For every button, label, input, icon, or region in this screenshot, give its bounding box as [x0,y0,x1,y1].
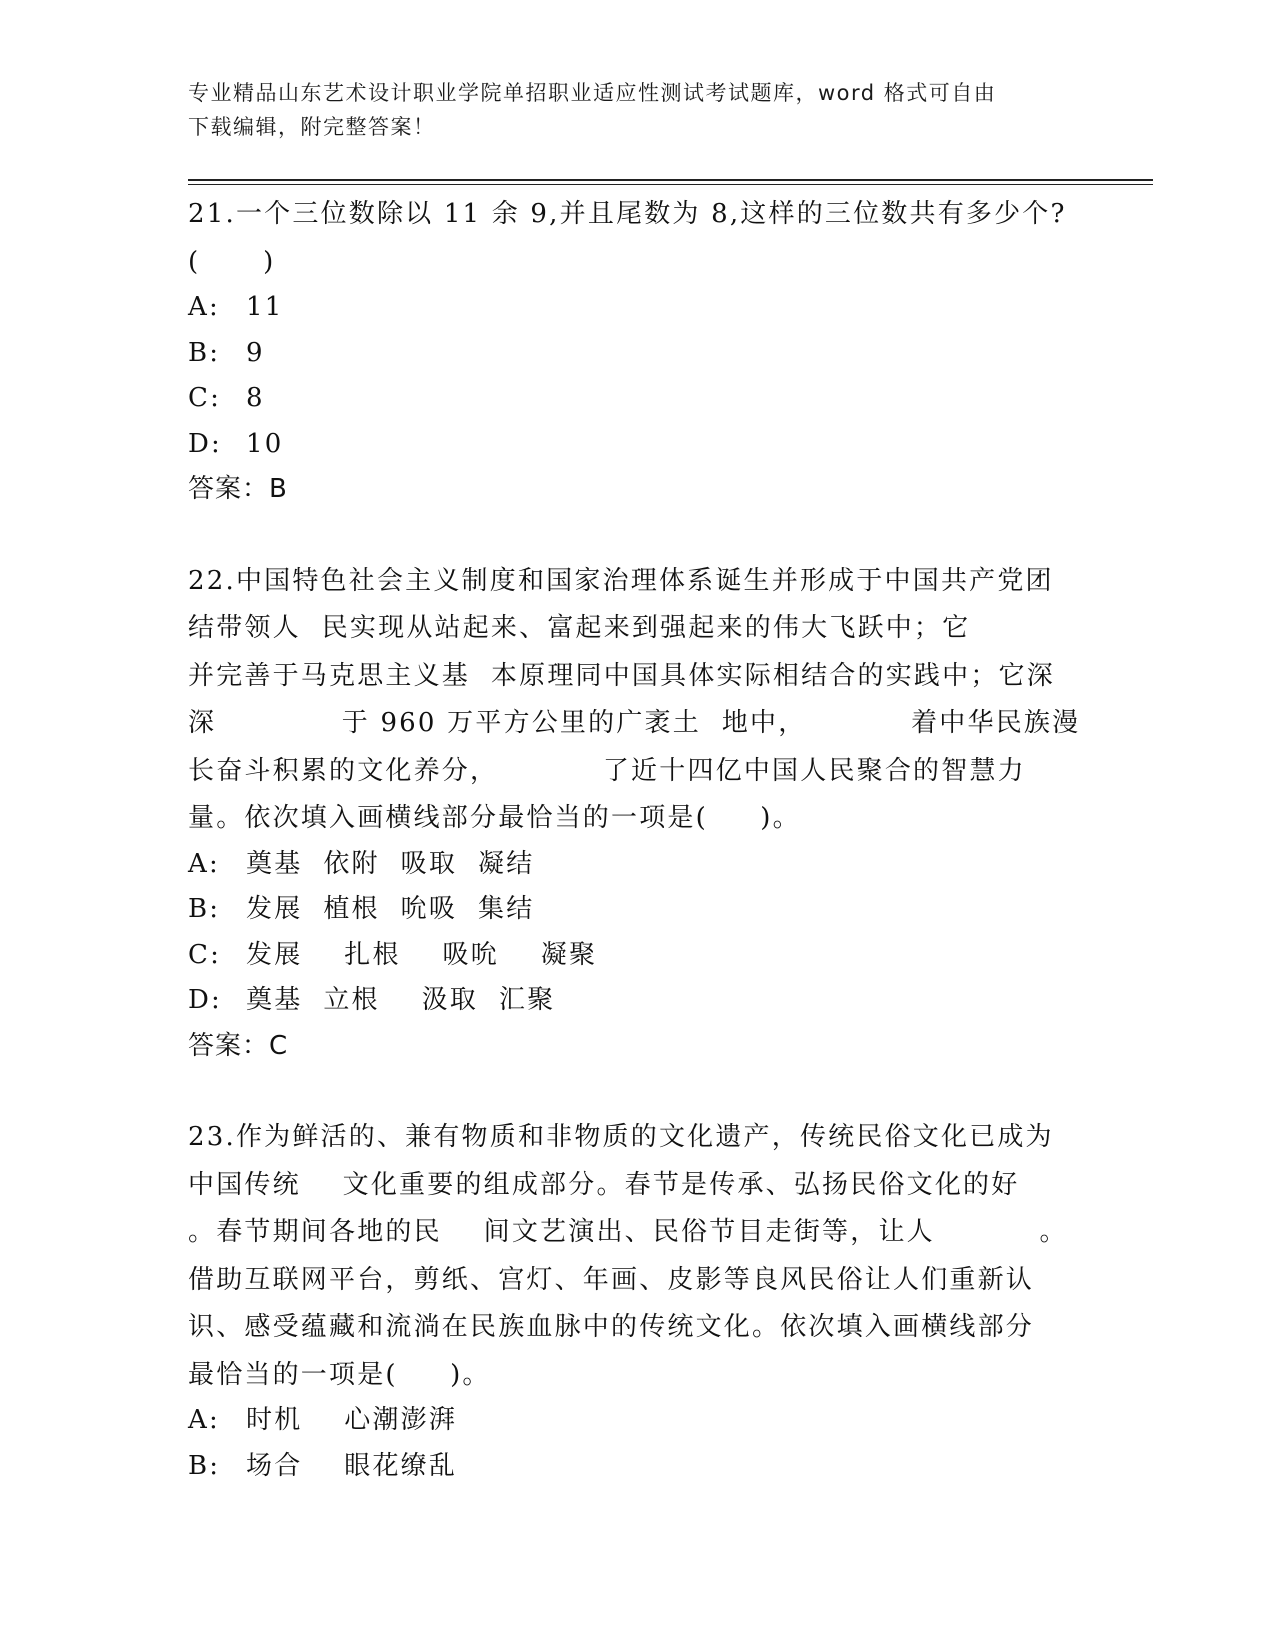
question-21 [188,190,1078,513]
option-key: C: [188,383,222,413]
question-list [188,190,1081,1489]
question-stem-line: 并完善于马克思主义基 本原理同中国具体实际相结合的实践中；它深 [188,660,1055,691]
question-stem-line: 22.中国特色社会主义制度和国家治理体系诞生并形成于中国共产党团 [188,565,1054,596]
question-stem-line: 借助互联网平台，剪纸、宫灯、年画、皮影等良风民俗让人们重新认 [188,1264,1035,1295]
spacer [188,1069,1078,1113]
question-stem-line: 最恰当的一项是( )。 [188,1359,491,1390]
option-c [188,376,1078,422]
option-a [188,1398,1078,1444]
option-text: 9 [246,337,265,368]
question-stem-line: 长奋斗积累的文化养分， 了近十四亿中国人民聚合的智慧力 [188,755,1026,786]
option-key: D: [188,428,223,459]
option-key: A: [188,848,220,879]
option-b [188,1444,1078,1490]
option-key: B: [188,1450,221,1481]
option-text: 11 [246,292,284,322]
question-22 [188,557,1081,1070]
page-header [188,76,1068,144]
option-text: 奠基 依附 吸取 凝结 [246,848,535,879]
question-stem-line: 。春节期间各地的民 间文艺演出、民俗节目走街等，让人 。 [188,1217,1068,1247]
option-b [188,331,1078,377]
option-text: 10 [246,428,284,459]
option-a [188,842,1078,888]
option-key: B: [188,894,221,924]
option-a [188,285,1078,331]
option-key: A: [188,292,220,322]
option-text: 发展 植根 吮吸 集结 [246,894,535,924]
header-rule-thick [188,179,1153,181]
option-text: 场合 眼花缭乱 [246,1450,458,1481]
question-stem-line: 识、感受蕴藏和流淌在民族血脉中的传统文化。依次填入画横线部分 [188,1312,1035,1342]
answer-line: 答案：C [188,1030,289,1061]
option-key: C: [188,939,222,970]
option-text: 奠基 立根 汲取 汇聚 [246,985,556,1015]
header-line-2: 下载编辑，附完整答案！ [188,115,436,139]
question-stem-line: 深 于 960 万平方公里的广袤土 地中， 着中华民族漫 [188,708,1081,738]
question-stem-line: ( ) [188,246,276,277]
answer-line: 答案：B [188,474,288,504]
spacer [188,513,1078,557]
option-d [188,978,1078,1024]
question-stem-line: 结带领人 民实现从站起来、富起来到强起来的伟大飞跃中；它 [188,613,971,643]
option-key: B: [188,337,221,368]
option-key: D: [188,985,223,1015]
question-23 [188,1113,1078,1489]
question-stem-line: 21.一个三位数除以 11 余 9,并且尾数为 8,这样的三位数共有多少个? [188,199,1067,229]
option-c [188,933,1078,979]
header-line-1: 专业精品山东艺术设计职业学院单招职业适应性测试考试题库，word 格式可自由 [188,81,997,105]
option-b [188,887,1078,933]
header-rule-thin [188,184,1153,185]
question-stem-line: 23.作为鲜活的、兼有物质和非物质的文化遗产，传统民俗文化已成为 [188,1122,1054,1152]
option-key: A: [188,1405,220,1435]
option-text: 时机 心潮澎湃 [246,1405,458,1435]
option-text: 发展 扎根 吸吮 凝聚 [246,939,598,970]
option-d [188,422,1078,468]
question-stem-line: 中国传统 文化重要的组成部分。春节是传承、弘扬民俗文化的好 [188,1169,1020,1200]
question-stem-line: 量。依次填入画横线部分最恰当的一项是( )。 [188,803,801,833]
option-text: 8 [246,383,265,413]
